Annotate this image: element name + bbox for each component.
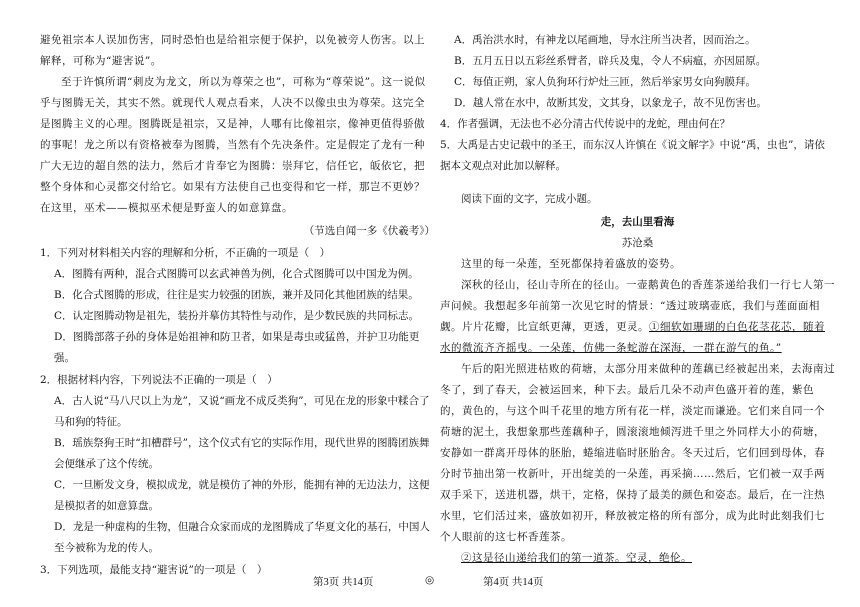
option-a: A．图腾有两种，混合式图腾可以玄武神兽为例，化合式图腾可以中国龙为例。 xyxy=(54,268,419,280)
underlined-sentence-1: ①细软如珊瑚的白色花茎花芯，随着水的微流齐齐摇曳。一朵莲，仿佛一条蛇游在深海，一群在游气的鱼。” xyxy=(440,321,825,354)
right-column xyxy=(440,30,835,569)
question-4: 4．作者强调，无法也不必分清古代传说中的龙蛇，理由何在？ xyxy=(440,118,731,130)
page-number-left: 第3页 共14页 xyxy=(313,577,374,588)
question-stem: 1．下列对材料相关内容的理解和分析，不正确的一项是（ ） xyxy=(40,247,331,259)
option-d: D．图腾部落子孙的身体是始祖神和防卫者，如果是毒虫或猛兽，并护卫功能更强。 xyxy=(54,331,420,364)
article-paragraph: 午后的阳光照进枯败的荷塘，太部分用来做种的莲藕已经被起出来，去海南过冬了，到了春天，会被运回来，种下去。最后几朵不动声色盛开着的莲，紫色的，黄色的，与这个叫千花里的地方所有花一样，淡定而谦逊。它们来自同一个荷塘的泥土，我想象那些莲藕种子，圆滚滚地倾泻进千里之外同样大小的荷塘，安静如一群离开母体的胚胎，蜷缩进临时胚胎舍。冬天过后，它们回到母体，春分时节抽出第一枚新叶，开出绽美的一朵莲，再采摘……然后，它们被一双手两双手采下，送进机器，烘干，定格，保持了最美的颜色和姿态。最后，在一注热水里，它们活过来，盛放如初开，释放被定格的所有部分，成为此时此刻我们七个人眼前的这七杯香莲茶。 xyxy=(440,363,835,543)
question-3-stem: 3．下列选项，最能支持“避害说”的一项是（ ） xyxy=(40,564,268,576)
option-c: C．每值正朔，家人负狗环行炉灶三匝，然后举家男女向狗膜拜。 xyxy=(454,76,757,88)
option-c: C．认定图腾动物是祖先，装扮并摹仿其特性与动作，是少数民族的共同标志。 xyxy=(54,310,420,322)
passage-source: （节选自闻一多《伏羲考》） xyxy=(303,225,435,237)
reading-instruction: 阅读下面的文字，完成小题。 xyxy=(461,193,598,205)
article-paragraph xyxy=(440,275,835,359)
option-c: C．一旦断发文身，模拟成龙，就是模仿了神的外形，能拥有神的无边法力，这便是模拟者的如意算盘。 xyxy=(54,479,430,512)
passage-paragraph: 避免祖宗本人误加伤害，同时恐怕也是给祖宗便于保护，以免被旁人伤害。以上解释，可称为“避害说”。 xyxy=(40,34,425,67)
article-author: 苏沧桑 xyxy=(621,237,654,249)
question-2 xyxy=(40,370,435,559)
option-a: A．禹治洪水时，有神龙以尾画地，导水注所当决者，因而治之。 xyxy=(454,34,756,46)
underlined-sentence-2: ②这是径山递给我们的第一道茶。空灵，绝伦。 xyxy=(461,552,692,564)
question-stem: 2．根据材料内容，下列说法不正确的一项是（ ） xyxy=(40,374,278,386)
passage-paragraph: 至于许慎所谓“刺皮为龙文，所以为尊荣之也”，可称为“尊荣说”。这一说似乎与图腾无关，其实不然。就现代人观点看来，人决不以像虫虫为尊荣。这完全是图腾主义的心理。图腾既是祖宗，又是神，人哪有比像祖宗，像神更值得骄傲的事呢！龙之所以有资格被奉为图腾，当然有个先决条件。定是假定了龙有一种广大无边的超自然的法力，然后才肯奉它为图腾：崇拜它，信任它，皈依它，把整个身体和心灵都交付给它。如果有方法使自己也变得和它一样，那岂不更妙？在这里，巫术——模拟巫术便是野蛮人的如意算盘。 xyxy=(40,76,426,214)
article-paragraph: 这里的每一朵莲，至死都保持着盛放的姿势。 xyxy=(461,258,681,270)
page-number-right: 第4页 共14页 xyxy=(483,577,544,588)
option-a: A．古人说“马八尺以上为龙”，又说“画龙不成反类狗”，可见在龙的形象中糅合了马和狗的特征。 xyxy=(54,395,430,428)
question-1 xyxy=(40,243,435,369)
center-mark-icon: ◎ xyxy=(425,575,435,586)
article-title: 走，去山里看海 xyxy=(600,216,675,228)
article-text: 深秋的径山，径山寺所在的径山。一壶鹅黄色的香莲茶递给我们一行七人第一声问候。我想起多年前第一次见它时的情景：“透过玻璃壶底，我们与莲面面相觑。片片花瓣，比宣纸更薄，更透，更灵。 xyxy=(440,279,835,333)
left-column xyxy=(40,30,435,581)
option-b: B．化合式图腾的形成，往往是实力较强的团族，兼并及同化其他团族的结果。 xyxy=(54,289,419,301)
question-5: 5．大禹是古史记载中的圣王，而东汉人许慎在《说文解字》中说“禹，虫也”，请依据本文观点对此加以解释。 xyxy=(440,139,825,172)
option-d: D．越人常在水中，故断其发，文其身，以象龙子，故不见伤害也。 xyxy=(454,97,767,109)
article-paragraph xyxy=(440,548,835,569)
option-d: D．龙是一种虚构的生物，但融合众家而成的龙图腾成了华夏文化的基石，中国人至今被称为龙的传人。 xyxy=(54,521,430,554)
option-b: B．五月五日以五彩丝系臂者，辟兵及鬼，令人不病瘟，亦因屈原。 xyxy=(454,55,767,67)
option-b: B．瑶族祭狗王时“扣槽群号”，这个仪式有它的实际作用，现代世界的图腾团族舞会便继承了这个传统。 xyxy=(54,437,430,470)
